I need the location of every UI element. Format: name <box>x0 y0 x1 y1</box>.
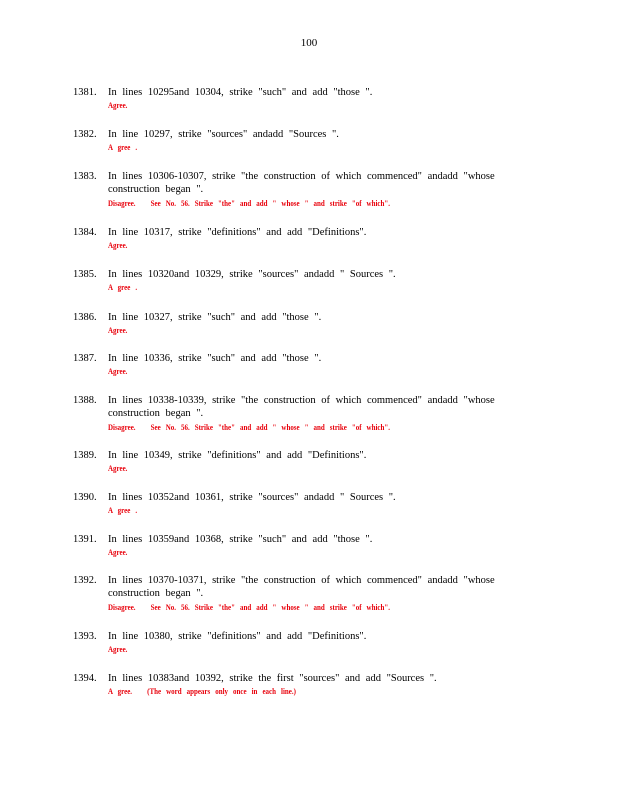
item-text: In lines 10383and 10392, strike the first "sources" and add "Sources ". <box>108 673 437 684</box>
item-response: Agree. <box>108 100 128 110</box>
item-number: 1381. <box>73 87 97 98</box>
item-response: A gree . <box>108 142 138 152</box>
item-number: 1384. <box>73 227 97 238</box>
item-text: In lines 10338-10339, strike "the construction of which commenced" andadd "whose construction began ". <box>108 395 495 419</box>
item-response: Agree. <box>108 240 128 250</box>
item-response: A gree . <box>108 505 138 515</box>
item-text: In lines 10306-10307, strike "the construction of which commenced" andadd "whose construction began ". <box>108 171 495 195</box>
item-number: 1394. <box>73 673 97 684</box>
item-text: In line 10327, strike "such" and add "those ". <box>108 312 322 323</box>
item-number: 1387. <box>73 353 97 364</box>
item-number: 1389. <box>73 450 97 461</box>
item-response: Agree. <box>108 366 128 376</box>
item-text: In line 10380, strike "definitions" and add "Definitions". <box>108 631 367 642</box>
item-text: In lines 10295and 10304, strike "such" and add "those ". <box>108 87 373 98</box>
item-text: In line 10336, strike "such" and add "those ". <box>108 353 322 364</box>
item-response: Agree. <box>108 547 128 557</box>
item-text: In lines 10352and 10361, strike "sources" andadd " Sources ". <box>108 492 396 503</box>
item-number: 1392. <box>73 575 97 586</box>
item-text: In lines 10359and 10368, strike "such" and add "those ". <box>108 534 373 545</box>
item-text: In line 10297, strike "sources" andadd "Sources ". <box>108 129 339 140</box>
item-number: 1393. <box>73 631 97 642</box>
item-response: Disagree. See No. 56. Strike "the" and add " whose " and strike "of which". <box>108 422 390 432</box>
item-text: In lines 10370-10371, strike "the construction of which commenced" andadd "whose construction began ". <box>108 575 495 599</box>
item-number: 1383. <box>73 171 97 182</box>
item-number: 1388. <box>73 395 97 406</box>
item-response: A gree. (The word appears only once in each line.) <box>108 686 296 696</box>
item-number: 1385. <box>73 269 97 280</box>
item-number: 1382. <box>73 129 97 140</box>
item-response: Disagree. See No. 56. Strike "the" and add " whose " and strike "of which". <box>108 602 390 612</box>
item-response: Agree. <box>108 644 128 654</box>
item-response: Agree. <box>108 463 128 473</box>
item-response: Disagree. See No. 56. Strike "the" and add " whose " and strike "of which". <box>108 198 390 208</box>
page-number: 100 <box>300 37 318 49</box>
item-number: 1390. <box>73 492 97 503</box>
item-text: In line 10317, strike "definitions" and add "Definitions". <box>108 227 367 238</box>
item-text: In lines 10320and 10329, strike "sources" andadd " Sources ". <box>108 269 396 280</box>
item-response: Agree. <box>108 325 128 335</box>
item-text: In line 10349, strike "definitions" and add "Definitions". <box>108 450 367 461</box>
item-response: A gree . <box>108 282 138 292</box>
item-number: 1386. <box>73 312 97 323</box>
item-number: 1391. <box>73 534 97 545</box>
